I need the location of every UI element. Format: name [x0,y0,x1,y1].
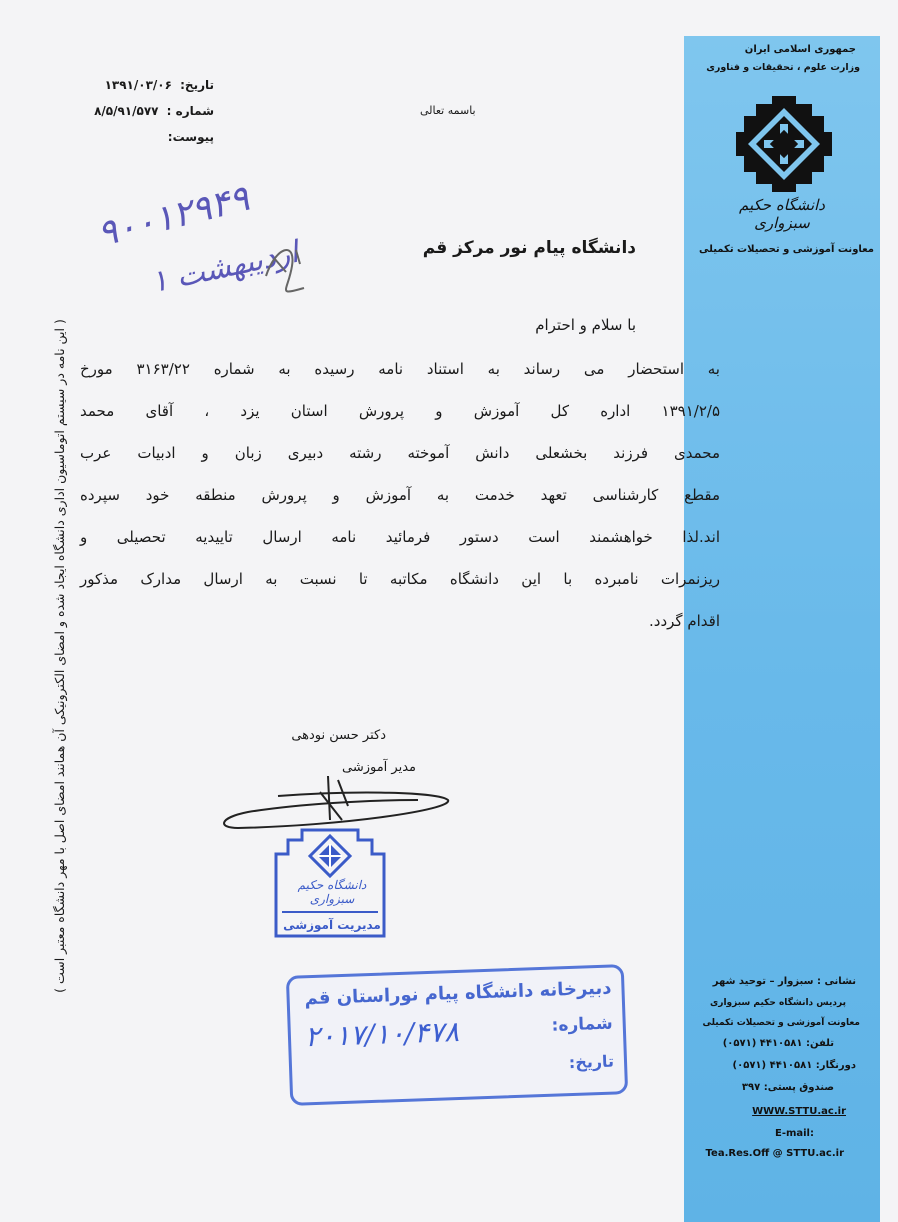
secretariat-date-label: تاریخ: [568,1051,615,1073]
address-line-2: پردیس دانشگاه حکیم سبزواری [710,998,846,1008]
body-line: به استحضار می رساند به استناد نامه رسیده به شماره ۳۱۶۳/۲۲ مورخ [80,360,720,378]
bismillah-heading: باسمه تعالی [420,104,476,117]
number-value: ۸/۵/۹۱/۵۷۷ [94,104,159,118]
secretariat-number-label: شماره: [551,1013,614,1036]
university-logo-icon [734,94,834,194]
handwritten-number: ۹۰۰۱۲۹۴۹ [93,177,254,256]
address-line-1: نشانی : سبزوار – توحید شهر [712,976,856,987]
letter-addressee: دانشگاه پیام نور مرکز قم [422,238,636,258]
body-line: ریزنمرات نامبرده با این دانشگاه مکاتبه تا نسبت به ارسال مدارک مذکور [80,570,720,588]
letter-number [90,104,214,118]
handwritten-note: ۱ اردیبهشت [147,234,302,301]
education-stamp-text: مدیریت آموزشی [283,918,381,932]
body-line: محمدی فرزند بخشعلی دانش آموخته رشته دبیری زبان و ادبیات عرب [80,444,720,462]
university-logo-caption: دانشگاه حکیم سبزواری [739,196,825,232]
letter-greeting: با سلام و احترام [535,316,636,334]
date-label: تاریخ: [180,78,214,92]
po-box: صندوق پستی: ۳۹۷ [741,1082,834,1093]
department-name: معاونت آموزشی و تحصیلات تکمیلی [699,244,874,255]
signatory-name: دکتر حسن نودهی [291,728,386,743]
date-value: ۱۳۹۱/۰۳/۰۶ [104,78,172,92]
body-line: ۱۳۹۱/۲/۵ اداره کل آموزش و پرورش استان یزد ، آقای محمد [80,402,720,420]
secretariat-stamp [286,964,628,1106]
ministry-name: وزارت علوم ، تحقیقات و فناوری [706,62,860,73]
secretariat-number-value: ۲۰۱۷/۱۰/۴۷۸ [304,1014,460,1054]
body-line: مقطع کارشناسی تعهد خدمت به آموزش و پرورش منطقه خود سپرده [80,486,720,504]
education-stamp-university: دانشگاه حکیم سبزواری [297,878,367,906]
email-address[interactable]: Tea.Res.Off @ STTU.ac.ir [705,1148,844,1159]
letter-date [90,78,214,92]
website-link[interactable]: WWW.STTU.ac.ir [752,1106,846,1117]
attachment-label: پیوست: [167,130,214,144]
handwritten-scribble-icon [256,236,316,306]
number-label: شماره : [166,104,214,118]
letter-attachment [90,130,214,144]
fax-number: دورنگار: ۴۴۱۰۵۸۱ (۰۵۷۱) [732,1060,856,1071]
email-label: E-mail: [774,1128,814,1139]
signatory-title: مدیر آموزشی [341,760,416,775]
phone-number: تلفن: ۴۴۱۰۵۸۱ (۰۵۷۱) [722,1038,834,1049]
country-name: جمهوری اسلامی ایران [744,44,856,55]
body-line: اند.لذا خواهشمند است دستور فرمائید نامه ارسال تاییدیه تحصیلی و [80,528,720,546]
secretariat-title: دبیرخانه دانشگاه پیام نوراستان قم [304,977,612,1010]
address-line-3: معاونت آموزشی و تحصیلات تکمیلی [702,1018,860,1028]
electronic-signature-note: ( این نامه در سیستم اتوماسیون اداری دانشگاه ایجاد شده و امضای الکترونیکی آن همانند امضای اصل با مهر دانشگاه معتبر است ) [52,319,67,993]
body-line: اقدام گردد. [649,612,720,630]
